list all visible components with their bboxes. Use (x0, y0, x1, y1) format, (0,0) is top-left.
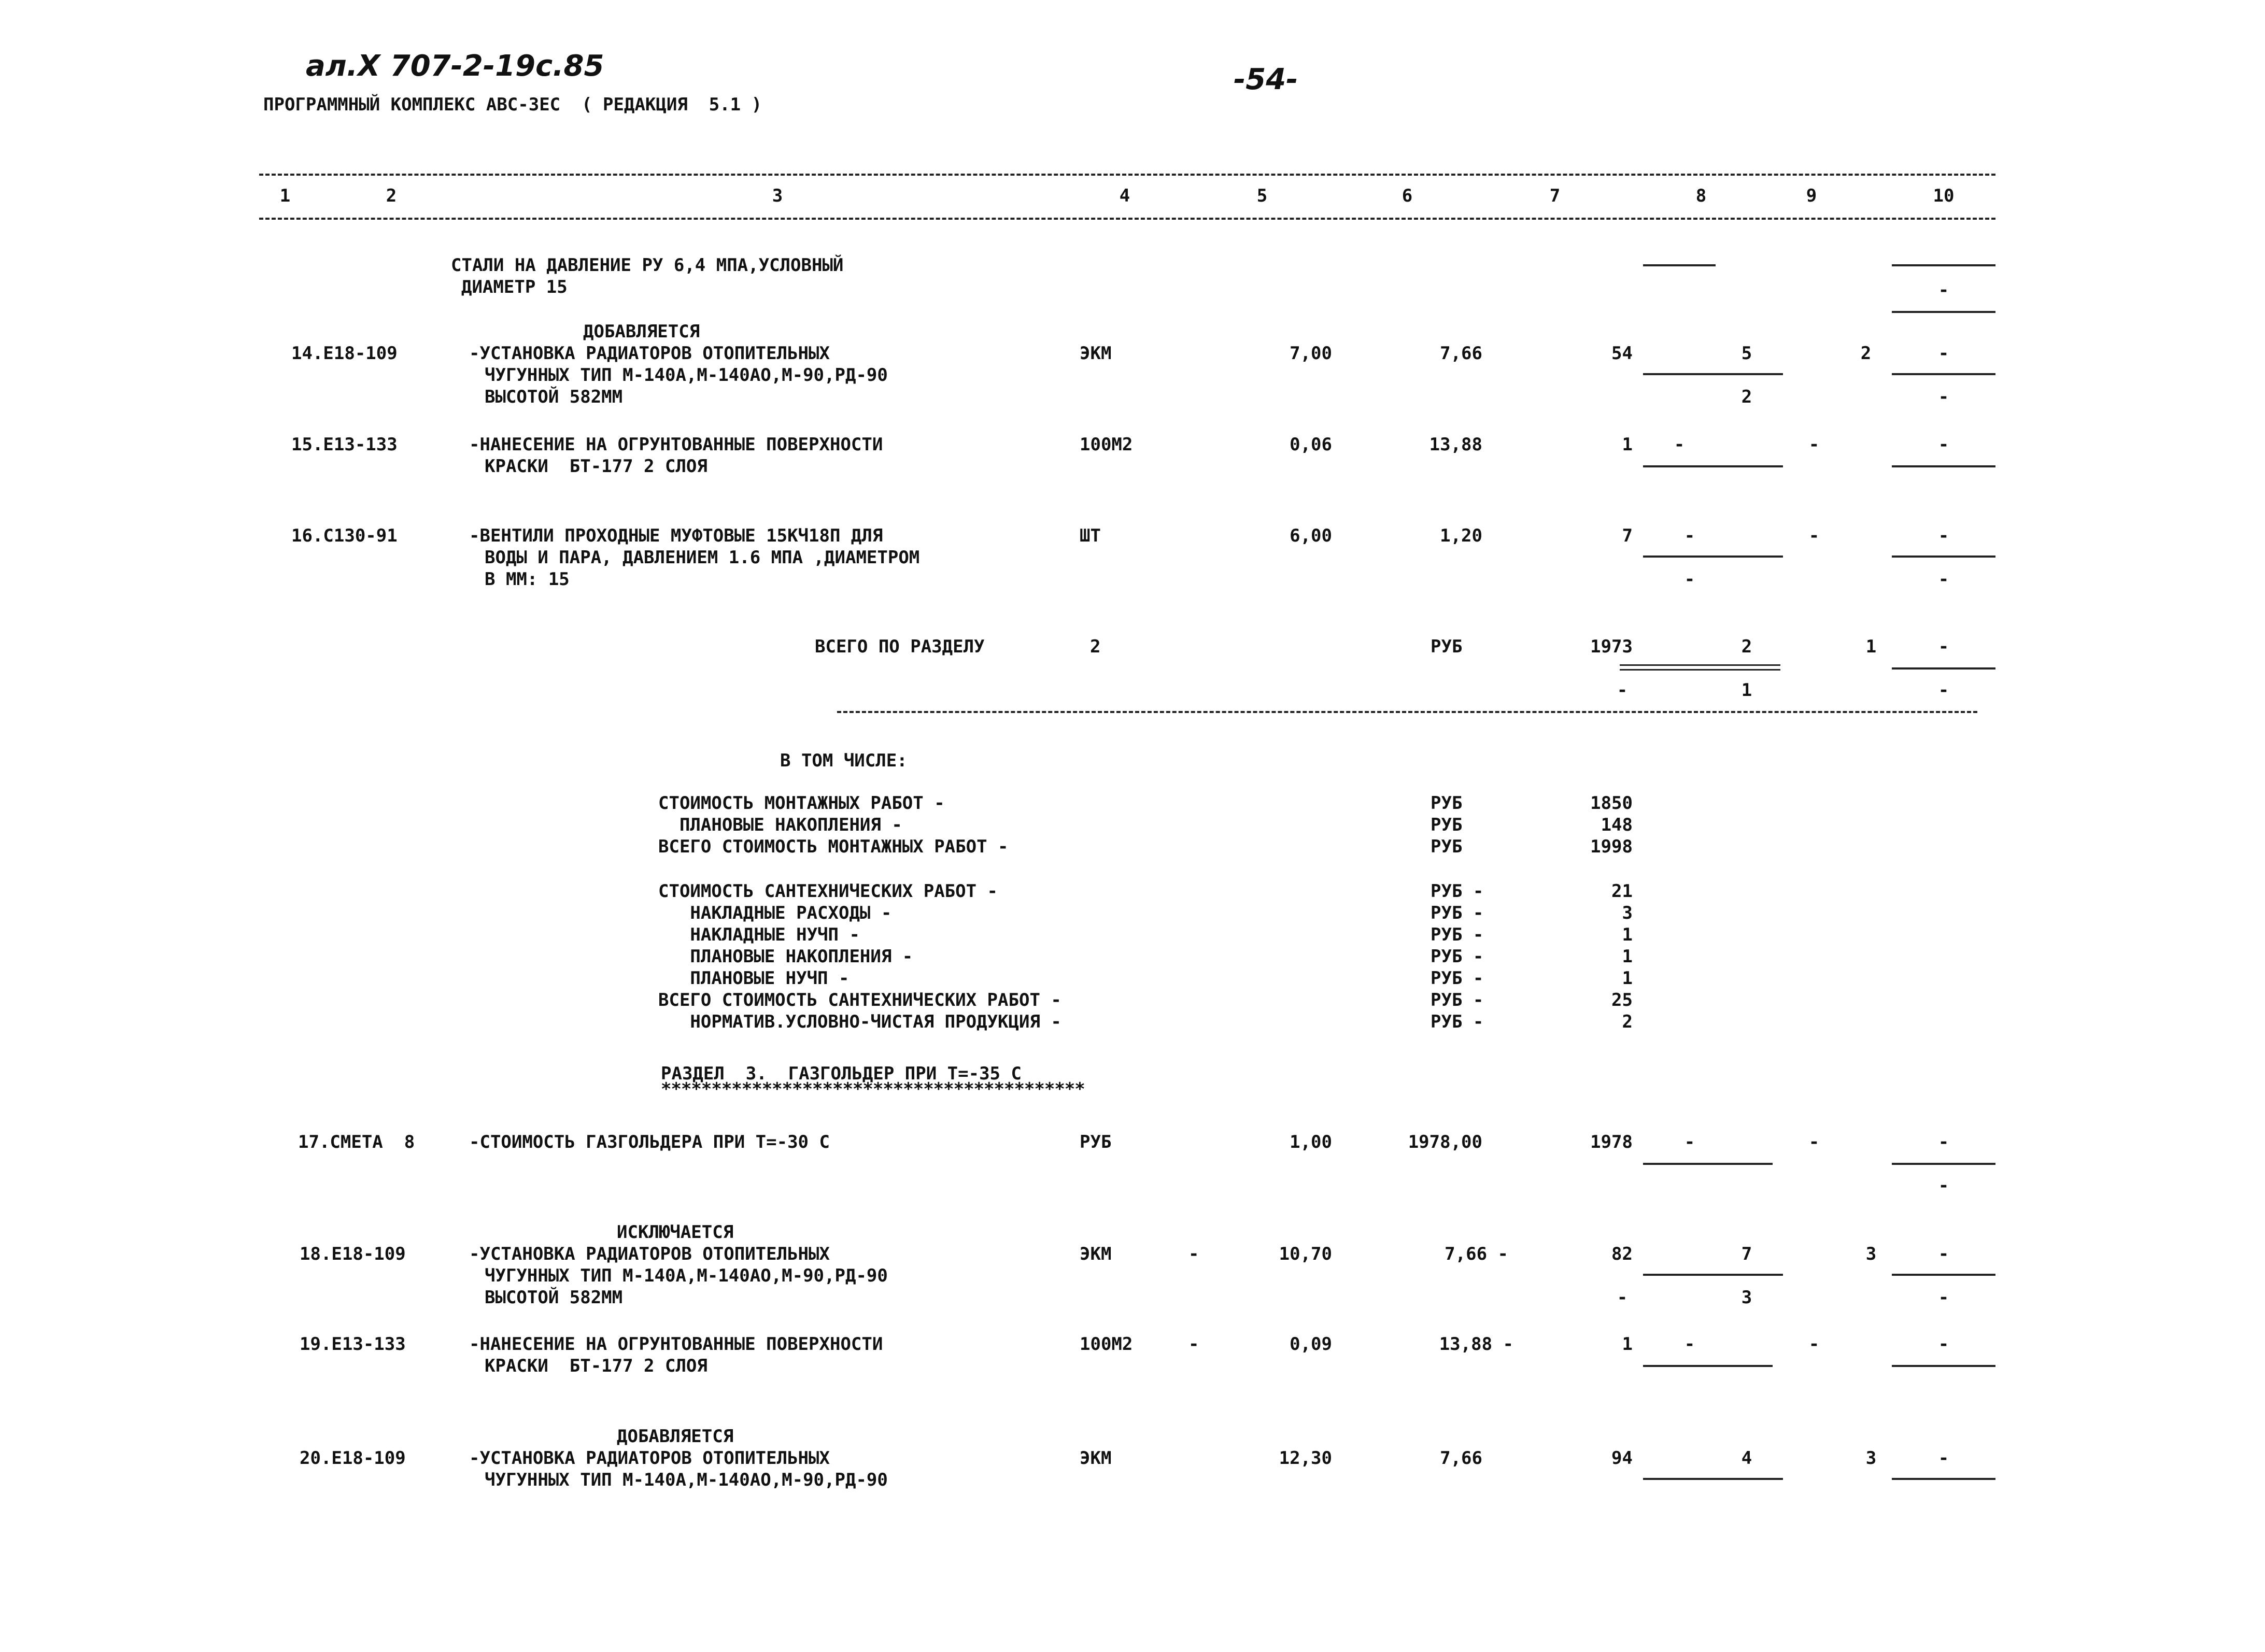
quantity: 1,00 (1290, 1132, 1332, 1152)
column-10-value: - (1938, 1175, 1949, 1196)
column-10-value: - (1938, 569, 1949, 590)
unit: ЭКМ (1080, 1244, 1112, 1264)
column-8-bar (1643, 264, 1716, 266)
unit-price: 7,66 (1440, 1448, 1482, 1469)
unit: РУБ (1080, 1132, 1112, 1152)
breakdown-unit: РУБ - (1431, 924, 1484, 945)
album-code: ал.Х 707-2-19с.85 (306, 49, 604, 83)
column-10-value: - (1938, 434, 1949, 455)
column-10-value: - (1938, 1287, 1949, 1308)
program-line: ПРОГРАММНЫЙ КОМПЛЕКС АВС-3ЕС ( РЕДАКЦИЯ 5.1 ) (263, 94, 762, 115)
section-rule (837, 711, 1977, 713)
breakdown-unit: РУБ - (1431, 881, 1484, 902)
column-8-bar (1643, 373, 1783, 375)
column-10-bar (1892, 1365, 1995, 1367)
unit: ШТ (1080, 525, 1101, 546)
item-code: 16.С130-91 (291, 525, 398, 546)
item-description: -ВЕНТИЛИ ПРОХОДНЫЕ МУФТОВЫЕ 15КЧ18П ДЛЯ (469, 525, 883, 546)
section-heading: РАЗДЕЛ 3. ГАЗГОЛЬДЕР ПРИ Т=-35 С (661, 1063, 1022, 1084)
column-8-bar (1643, 1365, 1773, 1367)
column-9-value: - (1808, 434, 1820, 455)
column-number-8: 8 (1695, 186, 1707, 206)
unit-price: 1978,00 (1408, 1132, 1482, 1152)
section-total-value: 1973 (1590, 636, 1633, 657)
sign: - (1188, 1244, 1199, 1264)
total-cost: 94 (1611, 1448, 1633, 1469)
column-10-bar (1892, 465, 1995, 467)
breakdown-value: 148 (1601, 815, 1633, 835)
breakdown-unit: РУБ - (1431, 990, 1484, 1010)
total-cost: 54 (1611, 343, 1633, 364)
column-8-value: 7 (1741, 1244, 1752, 1264)
column-10-value: - (1938, 636, 1949, 657)
total-cost: 82 (1611, 1244, 1633, 1264)
item-description: ВЫСОТОЙ 582ММ (485, 1287, 623, 1308)
column-8-value: 2 (1741, 636, 1752, 657)
item-description: -УСТАНОВКА РАДИАТОРОВ ОТОПИТЕЛЬНЫХ (469, 343, 830, 364)
breakdown-value: 1998 (1590, 836, 1633, 857)
breakdown-value: 1 (1622, 924, 1633, 945)
column-10-bar (1892, 311, 1995, 313)
column-9-value: 3 (1865, 1244, 1877, 1264)
unit: ЭКМ (1080, 1448, 1112, 1469)
change-label: ДОБАВЛЯЕТСЯ (583, 321, 700, 342)
section-total-label: ВСЕГО ПО РАЗДЕЛУ (815, 636, 985, 657)
column-8-bar (1643, 1274, 1783, 1276)
breakdown-value: 1850 (1590, 793, 1633, 814)
column-number-9: 9 (1806, 186, 1817, 206)
column-10-value: - (1938, 1448, 1949, 1469)
breakdown-label: ВСЕГО СТОИМОСТЬ МОНТАЖНЫХ РАБОТ - (658, 836, 1009, 857)
breakdown-label: ВСЕГО СТОИМОСТЬ САНТЕХНИЧЕСКИХ РАБОТ - (658, 990, 1061, 1010)
column-8-bar (1643, 556, 1783, 558)
breakdown-label: НАКЛАДНЫЕ НУЧП - (658, 924, 860, 945)
item-code: 15.Е13-133 (291, 434, 398, 455)
breakdown-label: ПЛАНОВЫЕ НУЧП - (658, 968, 850, 989)
item-description: -УСТАНОВКА РАДИАТОРОВ ОТОПИТЕЛЬНЫХ (469, 1244, 830, 1264)
continuation-line-2: ДИАМЕТР 15 (461, 277, 568, 297)
column-10-value: - (1938, 1244, 1949, 1264)
column-8-value: - (1684, 1132, 1695, 1152)
column-7-value: - (1617, 1287, 1628, 1308)
item-code: 18.Е18-109 (300, 1244, 406, 1264)
item-description: ВЫСОТОЙ 582ММ (485, 387, 623, 407)
column-number-1: 1 (279, 186, 291, 206)
column-10-bar (1892, 1274, 1995, 1276)
column-number-6: 6 (1402, 186, 1413, 206)
unit: 100М2 (1080, 1334, 1133, 1355)
item-description: ЧУГУННЫХ ТИП М-140А,М-140АО,М-90,РД-90 (485, 365, 888, 386)
column-8-value: - (1684, 569, 1695, 590)
column-8-value: 2 (1741, 387, 1752, 407)
breakdown-value: 3 (1622, 903, 1633, 923)
item-description: КРАСКИ БТ-177 2 СЛОЯ (485, 456, 707, 477)
column-8-value: 5 (1741, 343, 1752, 364)
total-cost: 7 (1622, 525, 1633, 546)
total-cost: 1 (1622, 1334, 1633, 1355)
item-description: -УСТАНОВКА РАДИАТОРОВ ОТОПИТЕЛЬНЫХ (469, 1448, 830, 1469)
header-bottom-rule (259, 218, 1995, 220)
change-label: ДОБАВЛЯЕТСЯ (617, 1426, 734, 1447)
column-10-value: - (1938, 280, 1949, 301)
item-code: 17.СМЕТА 8 (298, 1132, 415, 1152)
unit-price: 13,88 (1429, 434, 1482, 455)
column-10-bar (1892, 264, 1995, 266)
breakdown-unit: РУБ - (1431, 968, 1484, 989)
column-8-value: - (1684, 525, 1695, 546)
column-8-bar (1643, 465, 1783, 467)
column-number-10: 10 (1933, 186, 1955, 206)
breakdown-label: ПЛАНОВЫЕ НАКОПЛЕНИЯ - (658, 815, 902, 835)
column-number-7: 7 (1549, 186, 1561, 206)
breakdown-value: 2 (1622, 1012, 1633, 1032)
item-description: ЧУГУННЫХ ТИП М-140А,М-140АО,М-90,РД-90 (485, 1470, 888, 1490)
change-label: ИСКЛЮЧАЕТСЯ (617, 1222, 734, 1243)
column-10-value: - (1938, 680, 1949, 701)
item-description: ЧУГУННЫХ ТИП М-140А,М-140АО,М-90,РД-90 (485, 1265, 888, 1286)
quantity: 6,00 (1290, 525, 1332, 546)
column-number-5: 5 (1256, 186, 1268, 206)
column-8-value: 4 (1741, 1448, 1752, 1469)
page-number: -54- (1234, 63, 1298, 96)
item-code: 19.Е13-133 (300, 1334, 406, 1355)
unit-price: 7,66 (1440, 343, 1482, 364)
unit: РУБ (1431, 636, 1463, 657)
column-7-value: - (1617, 680, 1628, 701)
column-10-bar (1892, 556, 1995, 558)
breakdown-unit: РУБ - (1431, 903, 1484, 923)
sign: - (1188, 1334, 1199, 1355)
unit-price: 1,20 (1440, 525, 1482, 546)
unit: ЭКМ (1080, 343, 1112, 364)
column-10-bar (1892, 373, 1995, 375)
column-8-value: 1 (1741, 680, 1752, 701)
column-10-value: - (1938, 1334, 1949, 1355)
continuation-line-1: СТАЛИ НА ДАВЛЕНИЕ РУ 6,4 МПА,УСЛОВНЫЙ (451, 255, 844, 276)
item-description: ВОДЫ И ПАРА, ДАВЛЕНИЕМ 1.6 МПА ,ДИАМЕТРОМ (485, 547, 920, 568)
column-9-value: - (1808, 525, 1820, 546)
column-number-3: 3 (772, 186, 783, 206)
column-10-value: - (1938, 387, 1949, 407)
unit-price: 13,88 - (1439, 1334, 1513, 1355)
quantity: 0,09 (1290, 1334, 1332, 1355)
unit: 100М2 (1080, 434, 1133, 455)
column-8-value: - (1674, 434, 1685, 455)
column-number-4: 4 (1119, 186, 1130, 206)
column-9-value: 1 (1865, 636, 1877, 657)
column-8-value: 3 (1741, 1287, 1752, 1308)
column-9-value: 2 (1860, 343, 1872, 364)
breakdown-label: НАКЛАДНЫЕ РАСХОДЫ - (658, 903, 892, 923)
column-9-value: - (1808, 1334, 1820, 1355)
section-number: 2 (1090, 636, 1101, 657)
breakdown-label: СТОИМОСТЬ САНТЕХНИЧЕСКИХ РАБОТ - (658, 881, 998, 902)
column-10-bar (1892, 1163, 1995, 1165)
item-description: -СТОИМОСТЬ ГАЗГОЛЬДЕРА ПРИ Т=-30 С (469, 1132, 830, 1152)
section-heading-underline: ****************************************** (661, 1079, 1085, 1100)
breakdown-unit: РУБ - (1431, 1012, 1484, 1032)
quantity: 7,00 (1290, 343, 1332, 364)
column-10-value: - (1938, 525, 1949, 546)
breakdown-unit: РУБ (1431, 793, 1463, 814)
column-10-bar (1892, 667, 1995, 670)
breakdown-unit: РУБ (1431, 836, 1463, 857)
breakdown-value: 1 (1622, 946, 1633, 967)
breakdown-heading: В ТОМ ЧИСЛЕ: (780, 750, 908, 771)
column-9-value: 3 (1865, 1448, 1877, 1469)
column-9-value: - (1808, 1132, 1820, 1152)
item-description: В ММ: 15 (485, 569, 570, 590)
breakdown-value: 1 (1622, 968, 1633, 989)
quantity: 0,06 (1290, 434, 1332, 455)
column-number-2: 2 (386, 186, 397, 206)
item-description: -НАНЕСЕНИЕ НА ОГРУНТОВАННЫЕ ПОВЕРХНОСТИ (469, 434, 883, 455)
column-8-bar (1643, 1478, 1783, 1480)
unit-price: 7,66 - (1445, 1244, 1508, 1264)
column-8-bar (1643, 1163, 1773, 1165)
header-top-rule (259, 174, 1995, 176)
total-cost: 1 (1622, 434, 1633, 455)
column-10-value: - (1938, 343, 1949, 364)
breakdown-unit: РУБ - (1431, 946, 1484, 967)
item-code: 14.Е18-109 (291, 343, 398, 364)
breakdown-label: НОРМАТИВ.УСЛОВНО-ЧИСТАЯ ПРОДУКЦИЯ - (658, 1012, 1061, 1032)
column-8-value: - (1684, 1334, 1695, 1355)
column-10-bar (1892, 1478, 1995, 1480)
quantity: 10,70 (1279, 1244, 1332, 1264)
column-8-double-bar (1620, 664, 1780, 671)
breakdown-value: 21 (1611, 881, 1633, 902)
quantity: 12,30 (1279, 1448, 1332, 1469)
breakdown-label: ПЛАНОВЫЕ НАКОПЛЕНИЯ - (658, 946, 913, 967)
breakdown-label: СТОИМОСТЬ МОНТАЖНЫХ РАБОТ - (658, 793, 945, 814)
breakdown-value: 25 (1611, 990, 1633, 1010)
item-code: 20.Е18-109 (300, 1448, 406, 1469)
item-description: -НАНЕСЕНИЕ НА ОГРУНТОВАННЫЕ ПОВЕРХНОСТИ (469, 1334, 883, 1355)
item-description: КРАСКИ БТ-177 2 СЛОЯ (485, 1356, 707, 1376)
total-cost: 1978 (1590, 1132, 1633, 1152)
breakdown-unit: РУБ (1431, 815, 1463, 835)
column-10-value: - (1938, 1132, 1949, 1152)
